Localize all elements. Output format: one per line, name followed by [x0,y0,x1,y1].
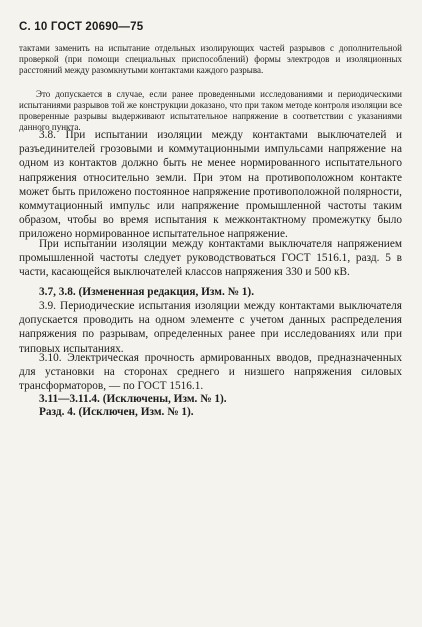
note-paragraph-2 [19,89,402,133]
section-3-9 [19,299,402,356]
amendment-note-3-7-3-8 [19,285,402,299]
excluded-section-4-text: Разд. 4. (Исключен, Изм. № 1). [39,406,194,418]
excluded-section-4 [19,405,402,419]
note-text-2: Это допускается в случае, если ранее проведенными исследованиями и периодическими испытаниями разрывов той же конструкции доказано, что при таком методе контроля изоляции все проверенные разрывы выдерживают испытательное напряжение в соответствии с указаниями данного пункта. [19,89,402,132]
section-3-8 [19,128,402,242]
excluded-3-11-text: 3.11—3.11.4. (Исключены, Изм. № 1). [39,393,227,405]
note-text-1: тактами заменить на испытание отдельных изолирующих частей разрывов с дополнительной проверкой (при помощи специальных приспособлений) формы электродов и изоляционных расстояний между разомкнутыми контактами каждого разрыва. [19,43,402,75]
power-frequency-text: При испытании изоляции между контактами выключателя напряжением промышленной частоты следует руководствоваться ГОСТ 1516.1, разд. 5 в части, касающейся выключателей классов напряжения 330 и 500 кВ. [19,238,402,279]
section-3-9-text: 3.9. Периодические испытания изоляции между контактами выключателя допускается проводить на одном элементе с учетом данных распределения напряжения по разрывам, определенных ранее при исследованиях или при типовых испытаниях. [19,300,402,355]
amendment-text-1: 3.7, 3.8. (Измененная редакция, Изм. № 1). [39,286,255,298]
power-frequency-paragraph [19,237,402,280]
section-3-10 [19,351,402,394]
page-header: С. 10 ГОСТ 20690—75 [19,21,144,33]
section-3-8-text: 3.8. При испытании изоляции между контактами выключателей и разъединителей грозовыми и коммутационными импульсами напряжение на одном из контактов должно быть не менее нормированного испытательного напряжения относительно земли. При этом на противоположном контакте может быть приложено постоянное напряжение противоположной полярности, коммутационный импульс или напряжение промышленной частоты таким образом, чтобы во время испытания к межконтактному промежутку было приложено нормированное испытательное напряжение. [19,129,402,241]
section-3-10-text: 3.10. Электрическая прочность армированных вводов, предназначенных для установки на сторонах среднего и низшего напряжения силовых трансформаторов, — по ГОСТ 1516.1. [19,352,402,393]
note-paragraph-1 [19,43,402,76]
